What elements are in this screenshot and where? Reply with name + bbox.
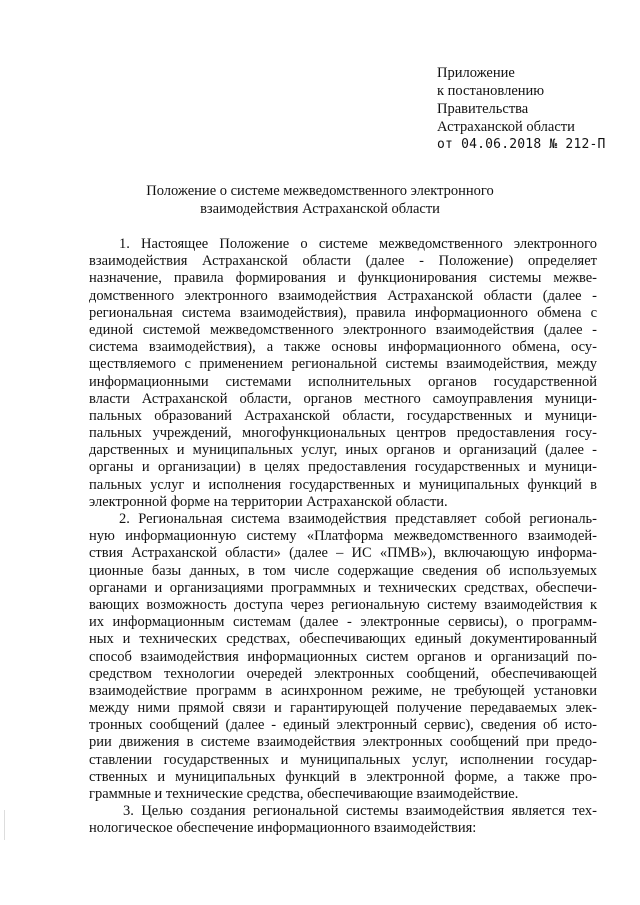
appendix-line: Астраханской области (437, 119, 575, 135)
paragraph-line: электронной форме на территории Астраханской области. (89, 493, 448, 510)
paragraph-line: система взаимодействия), а также основы информационного обмена, осу- (89, 339, 597, 356)
paragraph-1 (89, 236, 597, 511)
paragraph-line: власти Астраханской области, органов местного самоуправления муници- (89, 390, 597, 407)
paragraph-line: домственного электронного взаимодействия Астраханской области (далее - (89, 287, 597, 304)
paragraph-line: граммные и технические средства, обеспечивающие взаимодействие. (89, 786, 519, 802)
paragraph-line: тронных сообщений (далее - единый электронный сервис), сведения об исто- (89, 717, 597, 734)
paragraph-line: способ взаимодействия информационных систем органов и организаций по- (89, 648, 597, 665)
paragraph-line: органами и организациями программных и технических средствах, обеспечи- (89, 579, 597, 596)
document-body (89, 236, 597, 838)
paragraph-line: 2. Региональная система взаимодействия представляет собой региональ- (119, 511, 597, 527)
paragraph-line: органы и организации) в целях предоставления государственных и муници- (89, 459, 597, 476)
paragraph-line: ставлении государственных и муниципальных услуг, исполнении государ- (89, 751, 597, 768)
paragraph-line: 1. Настоящее Положение о системе межведомственного электронного (119, 236, 597, 252)
title-line-2: взаимодействия Астраханской области (200, 201, 440, 217)
paragraph-line: между ними прямой связи и гарантирующей получение передаваемых элек- (89, 700, 597, 717)
scan-margin-mark (4, 810, 5, 840)
paragraph-line: ствия Астраханской области» (далее – ИС «ПМВ»), включающую информа- (89, 545, 597, 562)
paragraph-line: ществляемого с применением региональной системы взаимодействия, между (89, 356, 597, 373)
paragraph-line: пальных учреждений, многофункциональных центров предоставления госу- (89, 425, 597, 442)
paragraph-line: региональная система взаимодействия), правила информационного обмена с (89, 304, 597, 321)
paragraph-line: пальных услуг и исполнения государственных и муниципальных функций в (89, 476, 597, 493)
paragraph-line: ционные базы данных, в том числе содержащие сведения об используемых (89, 562, 597, 579)
appendix-date-line: от 04.06.2018 № 212-П (437, 137, 606, 152)
title-line-1: Положение о системе межведомственного электронного (146, 183, 494, 199)
paragraph-line: единой системой межведомственного электронного взаимодействия (далее - (89, 321, 597, 338)
paragraph-line: средством технологии очередей электронных сообщений, обеспечивающей (89, 665, 597, 682)
paragraph-line: взаимодействия Астраханской области (далее - Положение) определяет (89, 253, 597, 270)
paragraph-line: взаимодействие программ в асинхронном режиме, не требующей установки (89, 682, 597, 699)
paragraph-line: 3. Целью создания региональной системы взаимодействия является тех- (123, 803, 597, 820)
appendix-line: Правительства (437, 101, 529, 117)
paragraph-line: ных и технических средствах, обеспечивающих единый документированный (89, 631, 597, 648)
document-title (0, 182, 640, 218)
paragraph-2 (89, 511, 597, 803)
paragraph-line: информационными системами исполнительных органов государственной (89, 373, 597, 390)
paragraph-line: вающих возможность доступа через региональную систему взаимодействия к (89, 596, 597, 613)
paragraph-line: дарственных и муниципальных услуг, иных органов и организаций (далее - (89, 442, 597, 459)
paragraph-line: ную информационную систему «Платформа межведомственного взаимодей- (89, 528, 597, 545)
appendix-line: Приложение (437, 65, 515, 81)
paragraph-3 (89, 803, 597, 837)
paragraph-line: рии движения в системе взаимодействия электронных сообщений при предо- (89, 734, 597, 751)
paragraph-line: ственных и муниципальных функций в электронной форме, а также про- (89, 768, 597, 785)
paragraph-line: пальных образований Астраханской области, государственных и муници- (89, 407, 597, 424)
paragraph-line: назначение, правила формирования и функционирования системы межве- (89, 270, 597, 287)
appendix-line: к постановлению (437, 83, 545, 99)
paragraph-line: нологическое обеспечение информационного взаимодействия: (89, 820, 477, 837)
appendix-block (437, 64, 606, 154)
paragraph-line: их информационным системам (далее - электронные сервисы), о программ- (89, 614, 597, 631)
